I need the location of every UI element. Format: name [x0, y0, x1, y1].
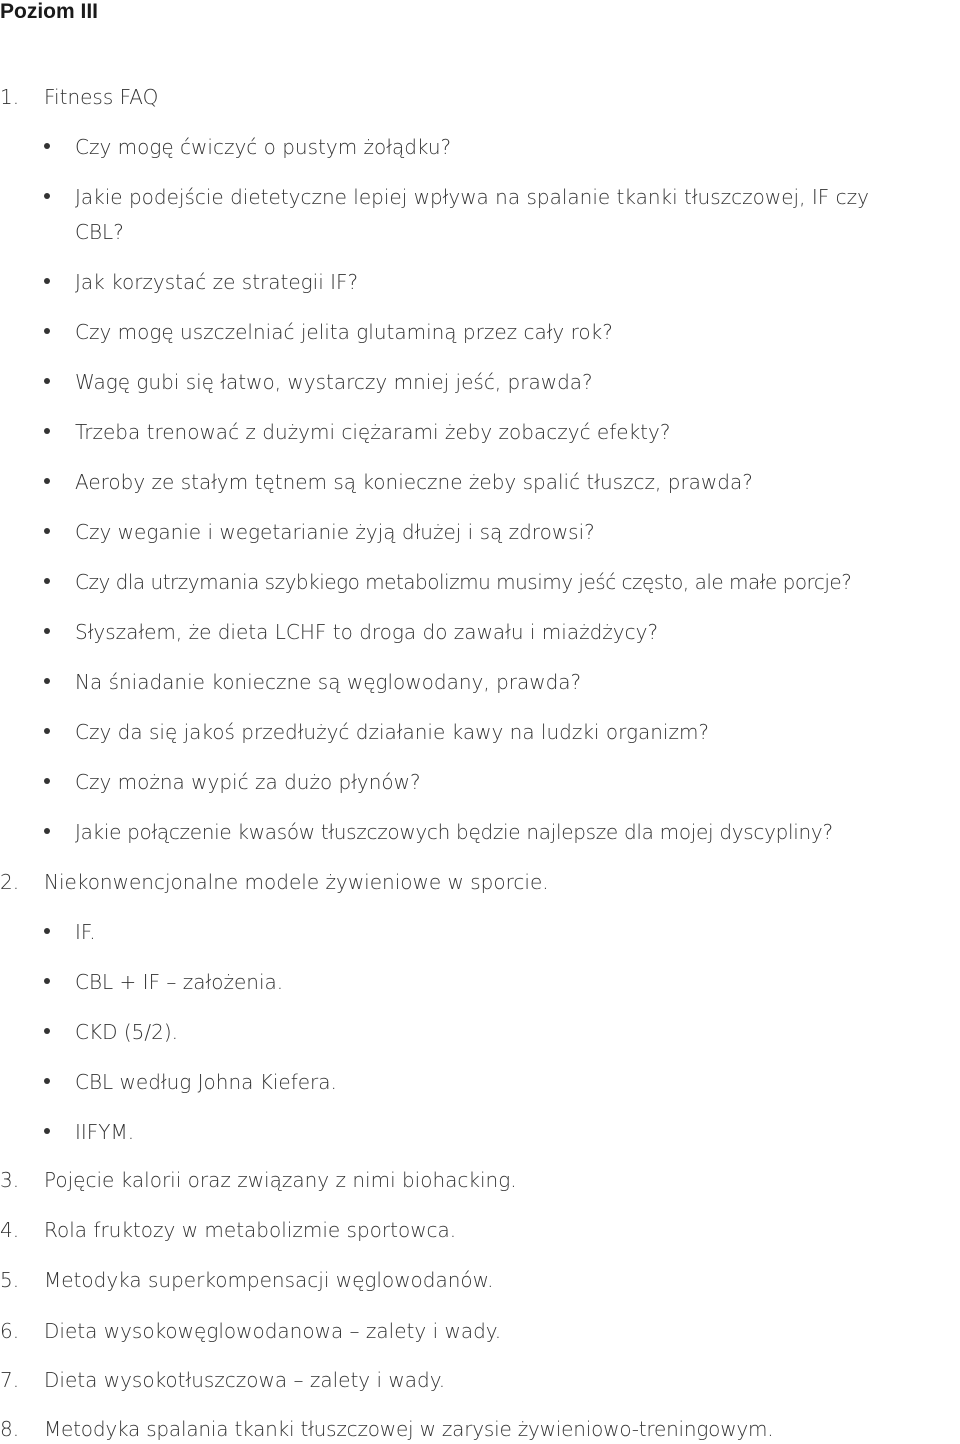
bullet-icon [44, 828, 50, 834]
list-item: Czy da się jakoś przedłużyć działanie kawy na ludzki organizm? [75, 720, 710, 744]
section-number: 1. [0, 85, 20, 109]
list-item: CBL według Johna Kiefera. [75, 1070, 337, 1094]
list-item: Aeroby ze stałym tętnem są konieczne żeby spalić tłuszcz, prawda? [75, 470, 753, 494]
list-item: Czy weganie i wegetarianie żyją dłużej i są zdrowsi? [75, 520, 595, 544]
bullet-icon [44, 143, 50, 149]
list-item: Czy mogę ćwiczyć o pustym żołądku? [75, 135, 452, 159]
section-number: 4. [0, 1218, 20, 1242]
section-title: Metodyka spalania tkanki tłuszczowej w zarysie żywieniowo-treningowym. [44, 1417, 774, 1441]
bullet-icon [44, 1028, 50, 1034]
bullet-icon [44, 578, 50, 584]
list-item: Wagę gubi się łatwo, wystarczy mniej jeść, prawda? [75, 370, 593, 394]
list-item: Jak korzystać ze strategii IF? [75, 270, 359, 294]
bullet-icon [44, 928, 50, 934]
bullet-icon [44, 628, 50, 634]
section-title: Dieta wysokotłuszczowa – zalety i wady. [44, 1368, 446, 1392]
list-item: Słyszałem, że dieta LCHF to droga do zawału i miażdżycy? [75, 620, 659, 644]
section-number: 6. [0, 1319, 20, 1343]
bullet-icon [44, 1078, 50, 1084]
section-number: 7. [0, 1368, 20, 1392]
section-title: Rola fruktozy w metabolizmie sportowca. [44, 1218, 457, 1242]
section-title: Dieta wysokowęglowodanowa – zalety i wady. [44, 1319, 502, 1343]
bullet-icon [44, 528, 50, 534]
list-item: CKD (5/2). [75, 1020, 178, 1044]
list-item: Trzeba trenować z dużymi ciężarami żeby zobaczyć efekty? [75, 420, 671, 444]
bullet-icon [44, 978, 50, 984]
bullet-icon [44, 278, 50, 284]
page-title: Poziom III [0, 0, 99, 23]
section-number: 2. [0, 870, 20, 894]
bullet-icon [44, 378, 50, 384]
list-item: Czy można wypić za dużo płynów? [75, 770, 421, 794]
bullet-icon [44, 193, 50, 199]
bullet-icon [44, 428, 50, 434]
list-item: Jakie połączenie kwasów tłuszczowych będzie najlepsze dla mojej dyscypliny? [75, 820, 833, 844]
bullet-icon [44, 328, 50, 334]
list-item: CBL + IF – założenia. [75, 970, 284, 994]
section-title: Metodyka superkompensacji węglowodanów. [44, 1268, 494, 1292]
section-title: Fitness FAQ [44, 85, 159, 109]
section-number: 8. [0, 1417, 20, 1441]
bullet-icon [44, 478, 50, 484]
bullet-icon [44, 728, 50, 734]
list-item: Jakie podejście dietetyczne lepiej wpływa na spalanie tkanki tłuszczowej, IF czy [75, 185, 869, 209]
list-item: Czy dla utrzymania szybkiego metabolizmu musimy jeść często, ale małe porcje? [75, 570, 852, 594]
list-item: Czy mogę uszczelniać jelita glutaminą przez cały rok? [75, 320, 613, 344]
section-title: Niekonwencjonalne modele żywieniowe w sporcie. [44, 870, 549, 894]
bullet-icon [44, 1128, 50, 1134]
bullet-icon [44, 778, 50, 784]
list-item-continuation: CBL? [75, 220, 124, 244]
list-item: IF. [75, 920, 96, 944]
bullet-icon [44, 678, 50, 684]
section-number: 3. [0, 1168, 20, 1192]
list-item: IIFYM. [75, 1120, 135, 1144]
section-title: Pojęcie kalorii oraz związany z nimi biohacking. [44, 1168, 517, 1192]
list-item: Na śniadanie konieczne są węglowodany, prawda? [75, 670, 582, 694]
section-number: 5. [0, 1268, 20, 1292]
